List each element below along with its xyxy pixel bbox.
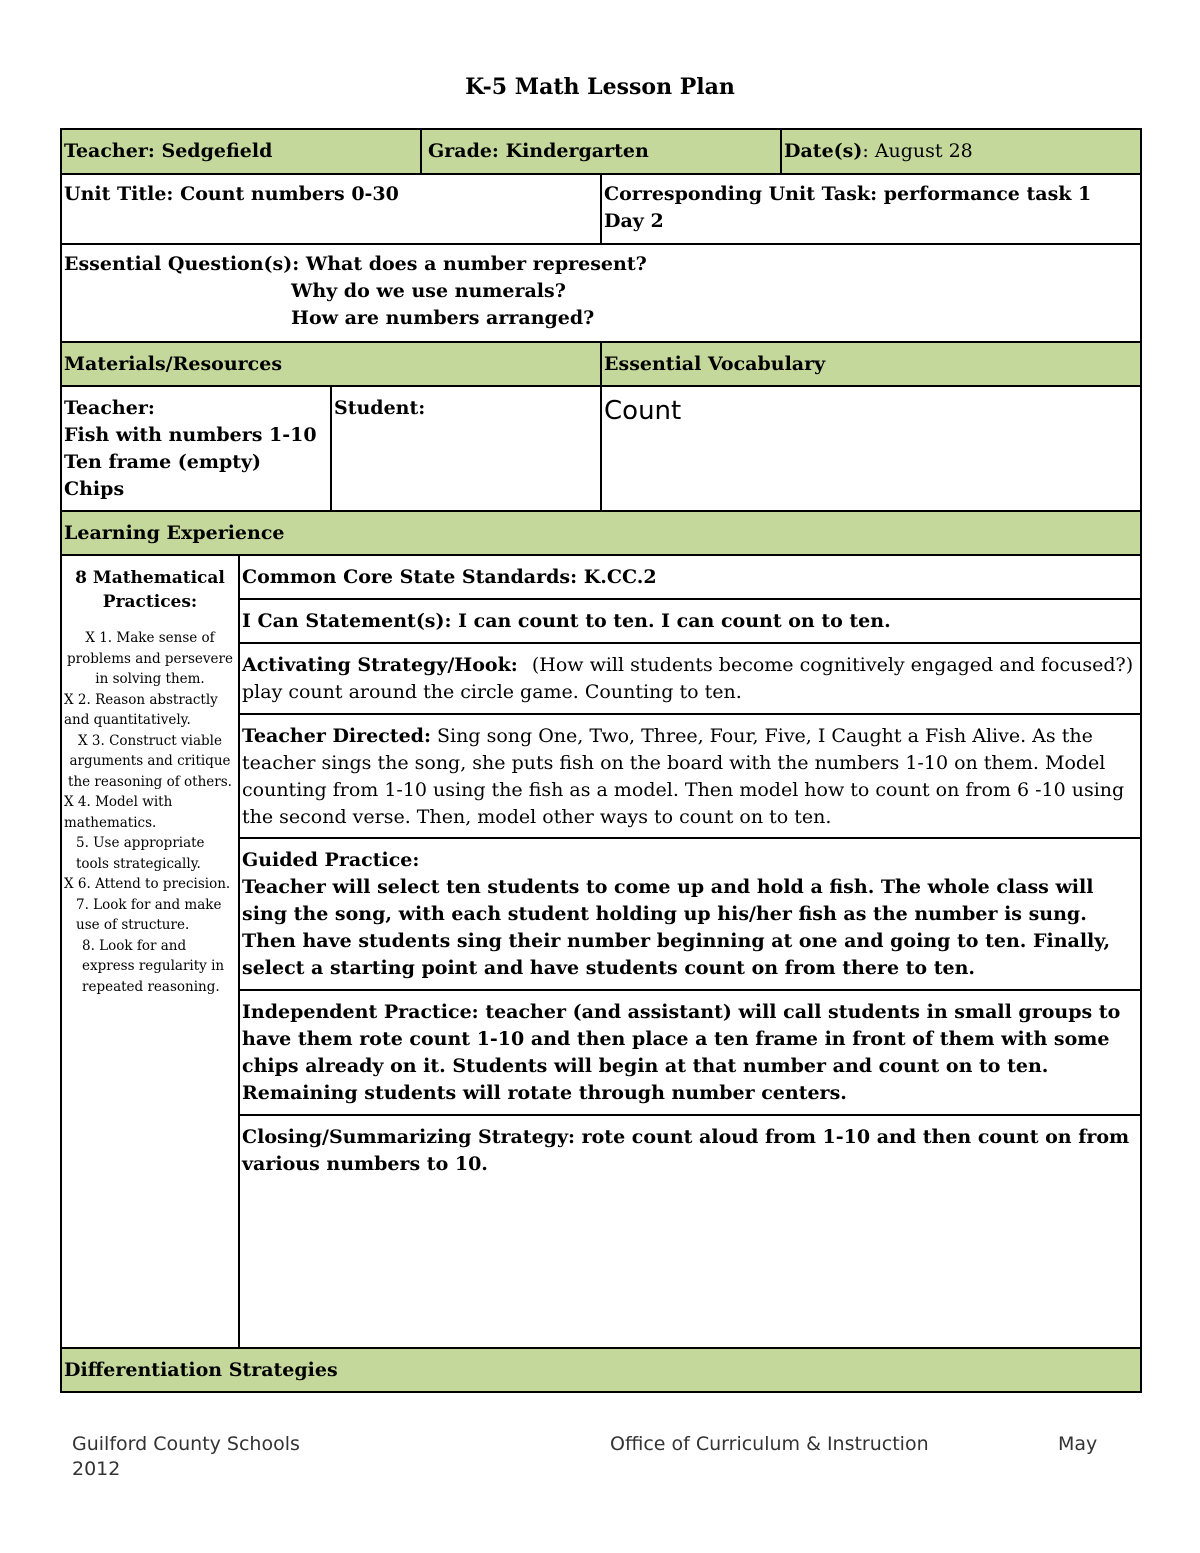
hook-cell <box>239 643 1141 714</box>
vocabulary-header: Essential Vocabulary <box>601 342 1141 386</box>
unit-title-cell <box>61 174 601 244</box>
closing-strategy-cell <box>239 1115 1141 1348</box>
grade-cell <box>421 129 781 174</box>
unit-task-value: performance task 1 <box>883 183 1092 205</box>
practice-item: 5. Use appropriate tools strategically. <box>76 835 205 872</box>
learning-experience-header: Learning Experience <box>61 511 1141 555</box>
i-can-cell: I Can Statement(s): I can count to ten. I can count on to ten. <box>239 599 1141 643</box>
unit-task-cell <box>601 174 1141 244</box>
unit-day: Day 2 <box>604 210 664 232</box>
grade-label: Grade: <box>428 140 499 162</box>
material-item: Ten frame (empty) <box>64 451 262 473</box>
closing-strategy-label: Closing/Summarizing Strategy: <box>242 1126 575 1148</box>
guided-practice-cell <box>239 838 1141 990</box>
teacher-directed-cell <box>239 714 1141 838</box>
hook-label: Activating Strategy/Hook: <box>242 654 518 676</box>
math-practices-list <box>64 628 236 997</box>
standards-cell: Common Core State Standards: K.CC.2 <box>239 555 1141 599</box>
practice-item: X 3. Construct viable arguments and critique the reasoning of others. <box>68 732 232 790</box>
dates-cell: Date(s): August 28 <box>781 129 1141 174</box>
math-practices-title: 8 Mathematical Practices: <box>75 568 225 612</box>
practice-item: X 4. Model with mathematics. <box>64 794 173 831</box>
practice-item: X 1. Make sense of problems and persevere in solving them. <box>67 630 233 687</box>
teacher-materials-label: Teacher: <box>64 397 155 419</box>
lesson-plan-table <box>60 128 1142 1393</box>
unit-title-label: Unit Title: <box>64 183 174 205</box>
math-practices-cell <box>61 555 239 1348</box>
closing-strategy-text: rote count aloud from 1-10 and then count on from various numbers to 10. <box>242 1126 1130 1175</box>
unit-title-value: Count numbers 0-30 <box>180 183 399 205</box>
page-title: K-5 Math Lesson Plan <box>465 74 735 100</box>
footer-year: 2012 <box>72 1458 121 1480</box>
student-materials-cell <box>331 386 601 511</box>
teacher-materials-cell <box>61 386 331 511</box>
teacher-label: Teacher: <box>64 140 155 162</box>
essential-questions-cell <box>61 244 1141 342</box>
practice-item: 8. Look for and express regularity in repeated reasoning. <box>82 937 225 995</box>
guided-practice-label: Guided Practice: <box>242 849 420 871</box>
student-materials-label: Student: <box>334 397 426 419</box>
materials-header: Materials/Resources <box>61 342 601 386</box>
footer-left: Guilford County Schools <box>72 1433 300 1455</box>
vocabulary-word: Count <box>604 396 682 426</box>
essential-question-2: Why do we use numerals? <box>291 280 566 302</box>
grade-value: Kindergarten <box>505 140 649 162</box>
guided-practice-text: Teacher will select ten students to come up and hold a fish. The whole class will sing the song, with each student holding up his/her fish as the number is sung. Then have students sing their number beginning at one and going to ten. Finally, select a starting point and have students count on from there to ten. <box>242 876 1111 979</box>
teacher-directed-text: Sing song One, Two, Three, Four, Five, I Caught a Fish Alive. As the teacher sings the song, she puts fish on the board with the numbers 1-10 on them. Model counting from 1-10 using the fish as a model. Then model how to count on from 6 -10 using the second verse. Then, model other ways to count on to ten. <box>242 725 1125 828</box>
material-item: Fish with numbers 1-10 <box>64 424 317 446</box>
teacher-cell <box>61 129 421 174</box>
footer-right: May <box>1058 1433 1098 1455</box>
independent-practice-text: teacher (and assistant) will call students in small groups to have them rote count 1-10 and then place a ten frame in front of them with some chips already on it. Students will begin at that number and count on to ten. Remaining students will rotate through number centers. <box>242 1001 1121 1104</box>
independent-practice-cell <box>239 990 1141 1115</box>
teacher-value: Sedgefield <box>161 140 273 162</box>
unit-task-label: Corresponding Unit Task: <box>604 183 878 205</box>
independent-practice-label: Independent Practice: <box>242 1001 479 1023</box>
essential-question-3: How are numbers arranged? <box>291 307 595 329</box>
essential-question-1: What does a number represent? <box>305 253 647 275</box>
material-item: Chips <box>64 478 125 500</box>
dates-label: Date(s) <box>784 140 863 162</box>
practice-item: X 2. Reason abstractly and quantitatively. <box>64 691 218 728</box>
differentiation-header: Differentiation Strategies <box>61 1348 1141 1392</box>
essential-questions-label: Essential Question(s): <box>64 253 300 275</box>
practice-item: 7. Look for and make use of structure. <box>76 896 222 933</box>
hook-prompt: (How will students become cognitively engaged and focused?) <box>531 654 1134 676</box>
teacher-directed-label: Teacher Directed: <box>242 725 431 747</box>
vocabulary-cell <box>601 386 1141 511</box>
practice-item: X 6. Attend to precision. <box>64 876 231 892</box>
footer-center: Office of Curriculum & Instruction <box>610 1433 929 1455</box>
dates-value: August 28 <box>874 140 973 162</box>
hook-text: play count around the circle game. Counting to ten. <box>242 681 742 703</box>
